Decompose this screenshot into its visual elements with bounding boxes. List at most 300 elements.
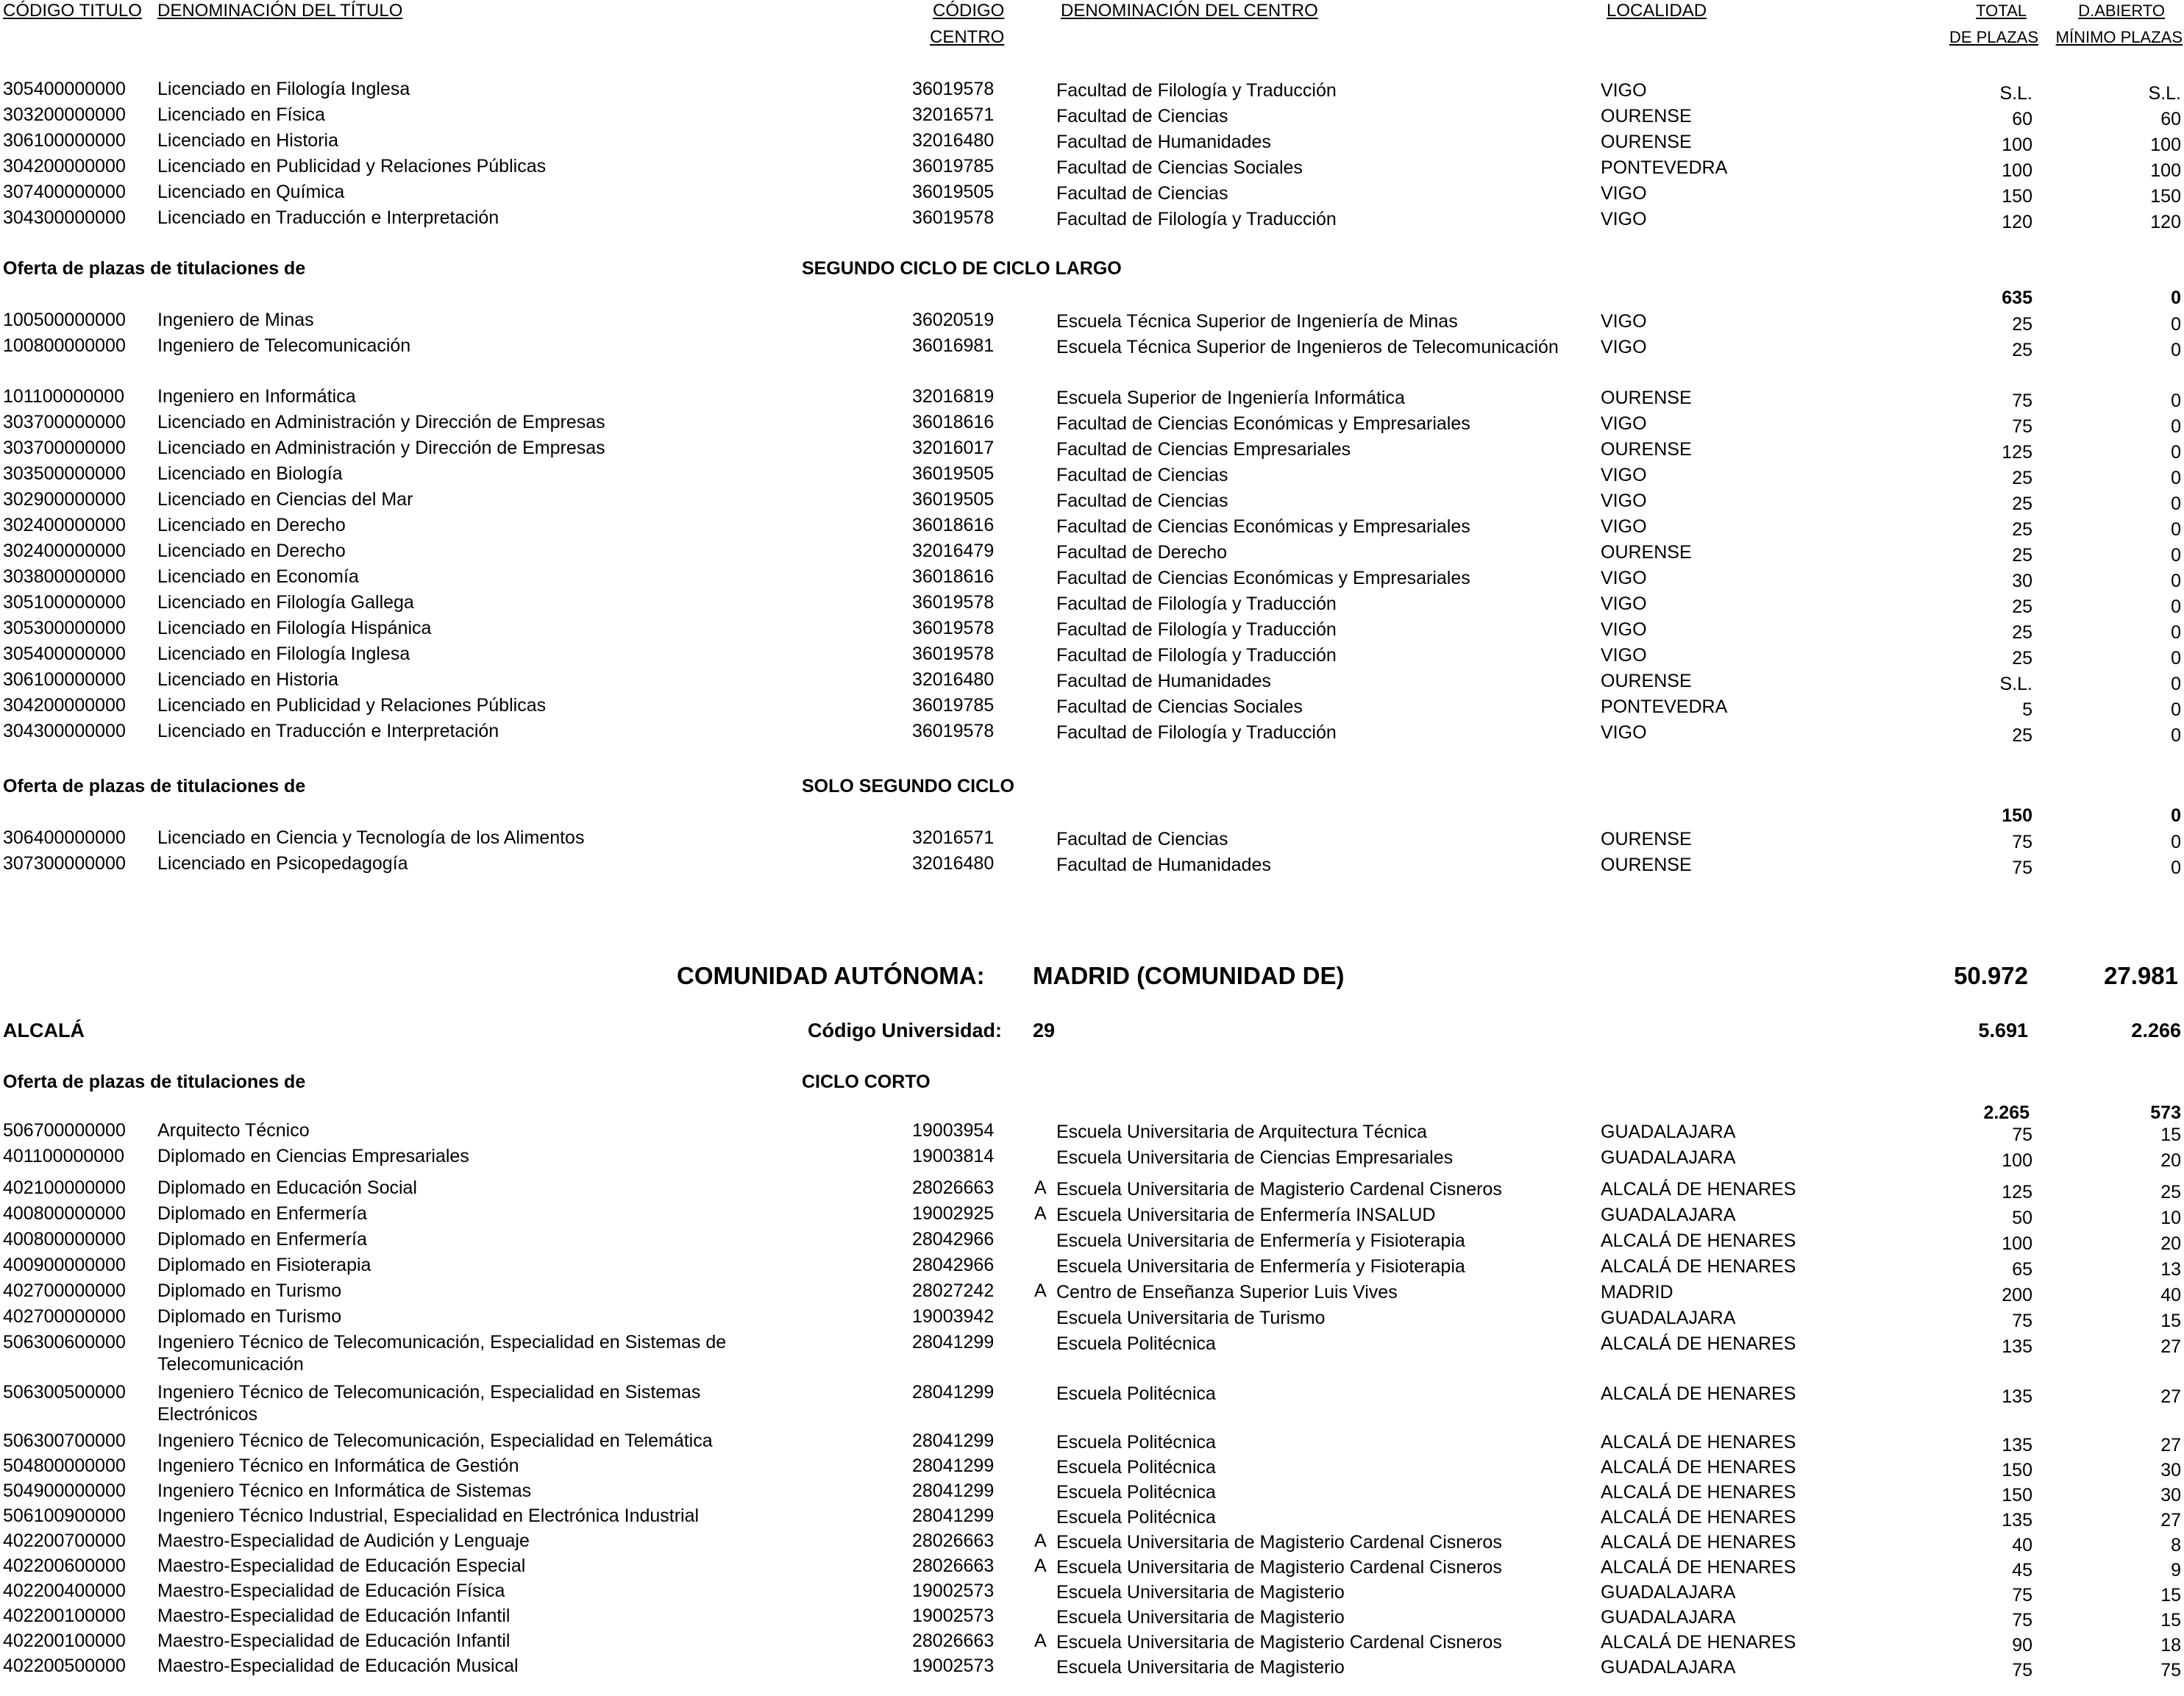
row-denominacion-centro: Facultad de Ciencias xyxy=(1056,829,1228,849)
row-denominacion-centro: Facultad de Ciencias xyxy=(1056,183,1228,204)
row-denominacion-titulo: Licenciado en Química xyxy=(157,182,345,202)
row-localidad: OURENSE xyxy=(1601,542,1692,563)
row-total-plazas: 30 xyxy=(2012,571,2032,591)
row-codigo-centro: 28026663 xyxy=(912,1531,995,1551)
table-row xyxy=(0,1305,2184,1330)
table-row xyxy=(0,1580,2184,1605)
row-total-plazas: 150 xyxy=(2002,1485,2032,1506)
table-row xyxy=(0,155,2184,180)
row-codigo-titulo: 306400000000 xyxy=(3,827,126,848)
row-codigo-centro: 28041299 xyxy=(912,1506,995,1526)
row-codigo-titulo: 305400000000 xyxy=(3,79,126,99)
row-localidad: OURENSE xyxy=(1601,106,1692,127)
row-total-plazas: 60 xyxy=(2012,109,2032,129)
header-codigo-centro: CÓDIGO xyxy=(933,1,1005,21)
row-total-plazas: 75 xyxy=(2012,1125,2032,1145)
row-localidad: OURENSE xyxy=(1601,439,1692,460)
row-denominacion-titulo: Licenciado en Publicidad y Relaciones Públicas xyxy=(157,156,547,177)
row-flag: A xyxy=(1034,1203,1047,1224)
row-localidad: ALCALÁ DE HENARES xyxy=(1601,1383,1796,1404)
row-codigo-centro: 36019578 xyxy=(912,592,995,613)
section-total-plazas: 150 xyxy=(2002,805,2032,826)
row-denominacion-titulo: Maestro-Especialidad de Educación Infantil xyxy=(157,1631,511,1651)
row-denominacion-titulo: Diplomado en Turismo xyxy=(157,1306,342,1327)
row-total-plazas: 25 xyxy=(2012,622,2032,643)
row-localidad: ALCALÁ DE HENARES xyxy=(1601,1432,1796,1453)
row-total-plazas: 5 xyxy=(2022,699,2032,720)
row-codigo-centro: 32016017 xyxy=(912,438,995,458)
row-flag: A xyxy=(1034,1280,1047,1301)
row-minimo-plazas: S.L. xyxy=(2148,83,2181,104)
row-codigo-titulo: 302900000000 xyxy=(3,489,126,510)
row-denominacion-titulo: Maestro-Especialidad de Educación Física xyxy=(157,1581,505,1601)
row-denominacion-titulo: Licenciado en Economía xyxy=(157,566,359,587)
row-localidad: ALCALÁ DE HENARES xyxy=(1601,1557,1796,1578)
row-codigo-centro: 36019505 xyxy=(912,463,995,484)
section-total-plazas: 2.265 xyxy=(1983,1102,2030,1123)
row-localidad: ALCALÁ DE HENARES xyxy=(1601,1230,1796,1251)
section-name: SEGUNDO CICLO DE CICLO LARGO xyxy=(802,258,1122,279)
header-minimo-plazas: MÍNIMO PLAZAS xyxy=(2055,28,2183,46)
row-codigo-titulo: 400900000000 xyxy=(3,1255,126,1275)
row-denominacion-titulo: Licenciado en Filología Inglesa xyxy=(157,79,410,99)
row-minimo-plazas: 0 xyxy=(2171,442,2181,463)
table-row xyxy=(0,1254,2184,1279)
row-codigo-titulo: 305300000000 xyxy=(3,618,126,638)
row-total-plazas: 40 xyxy=(2012,1535,2032,1556)
row-total-plazas: S.L. xyxy=(1999,674,2032,694)
table-row xyxy=(0,852,2184,877)
row-localidad: VIGO xyxy=(1601,465,1647,485)
row-codigo-centro: 36019785 xyxy=(912,156,995,177)
row-localidad: OURENSE xyxy=(1601,132,1692,152)
row-total-plazas: 100 xyxy=(2002,135,2032,155)
row-localidad: VIGO xyxy=(1601,491,1647,511)
row-minimo-plazas: 30 xyxy=(2160,1460,2181,1481)
row-codigo-centro: 32016480 xyxy=(912,853,995,874)
row-codigo-titulo: 504800000000 xyxy=(3,1456,126,1476)
row-denominacion-titulo: Ingeniero Técnico de Telecomunicación, Especialidad en Sistemas de Telecomunicación xyxy=(157,1332,727,1375)
row-codigo-centro: 28042966 xyxy=(912,1229,995,1250)
section-total-solo-segundo-ciclo xyxy=(0,805,2184,830)
table-row xyxy=(0,1630,2184,1655)
row-localidad: VIGO xyxy=(1601,594,1647,614)
row-localidad: ALCALÁ DE HENARES xyxy=(1601,1632,1796,1653)
row-denominacion-centro: Escuela Universitaria de Magisterio Cardenal Cisneros xyxy=(1056,1632,1502,1653)
row-minimo-plazas: 27 xyxy=(2160,1336,2181,1357)
row-codigo-centro: 36019578 xyxy=(912,618,995,638)
row-denominacion-titulo: Licenciado en Administración y Dirección de Empresas xyxy=(157,412,605,432)
row-denominacion-titulo: Ingeniero Técnico de Telecomunicación, Especialidad en Telemática xyxy=(157,1430,713,1451)
row-total-plazas: 25 xyxy=(2012,596,2032,617)
row-minimo-plazas: 120 xyxy=(2150,212,2181,232)
row-denominacion-titulo: Arquitecto Técnico xyxy=(157,1120,310,1141)
row-denominacion-centro: Facultad de Ciencias xyxy=(1056,465,1228,485)
row-codigo-centro: 36019578 xyxy=(912,644,995,664)
section-name: CICLO CORTO xyxy=(802,1072,931,1092)
row-total-plazas: 25 xyxy=(2012,494,2032,514)
row-total-plazas: 75 xyxy=(2012,1660,2032,1681)
row-localidad: OURENSE xyxy=(1601,671,1692,691)
row-codigo-centro: 28026663 xyxy=(912,1177,995,1198)
row-localidad: ALCALÁ DE HENARES xyxy=(1601,1457,1796,1478)
table-row xyxy=(0,1145,2184,1170)
table-row xyxy=(0,566,2184,591)
row-minimo-plazas: 0 xyxy=(2171,519,2181,540)
row-codigo-centro: 28042966 xyxy=(912,1255,995,1275)
table-row xyxy=(0,1655,2184,1680)
row-minimo-plazas: 27 xyxy=(2160,1435,2181,1456)
row-codigo-titulo: 402200400000 xyxy=(3,1581,126,1601)
table-row xyxy=(0,591,2184,616)
row-minimo-plazas: 25 xyxy=(2160,1182,2181,1202)
row-codigo-centro: 19002573 xyxy=(912,1606,995,1626)
row-denominacion-centro: Facultad de Ciencias Sociales xyxy=(1056,696,1303,717)
row-codigo-titulo: 305100000000 xyxy=(3,592,126,613)
row-codigo-titulo: 100500000000 xyxy=(3,310,126,330)
row-codigo-centro: 36020519 xyxy=(912,310,995,330)
table-row xyxy=(0,1202,2184,1228)
row-codigo-titulo: 402200100000 xyxy=(3,1606,126,1626)
row-denominacion-centro: Escuela Universitaria de Magisterio xyxy=(1056,1607,1345,1628)
row-minimo-plazas: 150 xyxy=(2150,186,2181,207)
row-denominacion-centro: Escuela Universitaria de Turismo xyxy=(1056,1308,1326,1328)
row-denominacion-titulo: Licenciado en Administración y Dirección de Empresas xyxy=(157,438,605,458)
row-codigo-titulo: 402200600000 xyxy=(3,1556,126,1576)
row-codigo-titulo: 303500000000 xyxy=(3,463,126,484)
row-localidad: MADRID xyxy=(1601,1282,1673,1303)
row-minimo-plazas: 0 xyxy=(2171,832,2181,852)
row-denominacion-centro: Escuela Universitaria de Magisterio Cardenal Cisneros xyxy=(1056,1557,1502,1578)
row-total-plazas: 75 xyxy=(2012,416,2032,437)
table-row xyxy=(0,540,2184,565)
row-minimo-plazas: 0 xyxy=(2171,858,2181,878)
table-row xyxy=(0,643,2184,668)
row-localidad: ALCALÁ DE HENARES xyxy=(1601,1532,1796,1553)
header-abierto: D.ABIERTO xyxy=(2078,1,2165,20)
universidad-code-label: Código Universidad: xyxy=(808,1019,1003,1041)
row-codigo-titulo: 506700000000 xyxy=(3,1120,126,1141)
header-codigo-titulo: CÓDIGO TITULO xyxy=(3,1,142,21)
row-minimo-plazas: 18 xyxy=(2160,1635,2181,1656)
row-flag: A xyxy=(1034,1177,1047,1198)
row-codigo-centro: 36019578 xyxy=(912,207,995,228)
row-codigo-centro: 32016479 xyxy=(912,541,995,561)
header-localidad: LOCALIDAD xyxy=(1607,1,1707,21)
row-flag: A xyxy=(1034,1531,1047,1551)
row-minimo-plazas: 100 xyxy=(2150,135,2181,155)
section-label: Oferta de plazas de titulaciones de xyxy=(3,258,306,279)
row-codigo-titulo: 304300000000 xyxy=(3,721,126,741)
row-denominacion-centro: Escuela Politécnica xyxy=(1056,1383,1216,1404)
row-codigo-titulo: 506100900000 xyxy=(3,1506,126,1526)
header-denominacion-titulo: DENOMINACIÓN DEL TÍTULO xyxy=(157,1,403,21)
row-minimo-plazas: 0 xyxy=(2171,314,2181,335)
row-codigo-centro: 28026663 xyxy=(912,1631,995,1651)
row-localidad: PONTEVEDRA xyxy=(1601,157,1728,178)
row-minimo-plazas: 15 xyxy=(2160,1610,2181,1631)
row-minimo-plazas: 60 xyxy=(2160,109,2181,129)
row-codigo-titulo: 304200000000 xyxy=(3,156,126,177)
universidad-code: 29 xyxy=(1033,1019,1056,1041)
row-codigo-centro: 19002573 xyxy=(912,1656,995,1676)
universidad-header xyxy=(0,1019,2184,1044)
row-denominacion-centro: Escuela Politécnica xyxy=(1056,1457,1216,1478)
row-minimo-plazas: 0 xyxy=(2171,674,2181,694)
row-denominacion-titulo: Licenciado en Derecho xyxy=(157,541,346,561)
row-denominacion-centro: Escuela Universitaria de Enfermería y Fisioterapia xyxy=(1056,1256,1465,1277)
row-minimo-plazas: 0 xyxy=(2171,545,2181,566)
comunidad-minimo: 27.981 xyxy=(2104,962,2178,989)
row-denominacion-centro: Facultad de Ciencias Económicas y Empresariales xyxy=(1056,516,1470,537)
row-localidad: GUADALAJARA xyxy=(1601,1147,1736,1168)
row-localidad: GUADALAJARA xyxy=(1601,1607,1736,1628)
row-denominacion-titulo: Licenciado en Historia xyxy=(157,130,338,151)
table-row xyxy=(0,78,2184,103)
row-codigo-titulo: 303700000000 xyxy=(3,412,126,432)
header-total: TOTAL xyxy=(1976,1,2027,20)
section-total-minimo: 573 xyxy=(2150,1102,2181,1123)
row-total-plazas: 100 xyxy=(2002,1150,2032,1171)
section-total-plazas: 635 xyxy=(2002,288,2032,308)
row-minimo-plazas: 0 xyxy=(2171,468,2181,488)
row-denominacion-centro: Escuela Universitaria de Magisterio xyxy=(1056,1582,1345,1603)
row-localidad: GUADALAJARA xyxy=(1601,1205,1736,1225)
row-localidad: VIGO xyxy=(1601,311,1647,332)
row-codigo-centro: 32016819 xyxy=(912,386,995,407)
table-row xyxy=(0,437,2184,462)
table-row xyxy=(0,1605,2184,1630)
row-minimo-plazas: 0 xyxy=(2171,571,2181,591)
row-denominacion-centro: Facultad de Ciencias xyxy=(1056,106,1228,127)
table-row xyxy=(0,1280,2184,1305)
row-denominacion-centro: Escuela Universitaria de Enfermería y Fisioterapia xyxy=(1056,1230,1465,1251)
row-minimo-plazas: 0 xyxy=(2171,391,2181,411)
row-flag: A xyxy=(1034,1631,1047,1651)
row-localidad: VIGO xyxy=(1601,619,1647,640)
row-denominacion-centro: Facultad de Humanidades xyxy=(1056,132,1271,152)
row-codigo-centro: 28041299 xyxy=(912,1332,995,1353)
row-codigo-titulo: 306100000000 xyxy=(3,130,126,151)
row-denominacion-centro: Escuela Superior de Ingeniería Informática xyxy=(1056,388,1405,408)
row-total-plazas: 125 xyxy=(2002,1182,2032,1202)
row-localidad: PONTEVEDRA xyxy=(1601,696,1728,717)
row-denominacion-titulo: Ingeniero de Telecomunicación xyxy=(157,335,411,356)
row-minimo-plazas: 9 xyxy=(2171,1560,2181,1581)
row-minimo-plazas: 0 xyxy=(2171,622,2181,643)
table-row xyxy=(0,129,2184,154)
comunidad-label: COMUNIDAD AUTÓNOMA: xyxy=(677,962,985,989)
row-localidad: GUADALAJARA xyxy=(1601,1657,1736,1678)
table-row xyxy=(0,720,2184,745)
row-minimo-plazas: 30 xyxy=(2160,1485,2181,1506)
row-localidad: GUADALAJARA xyxy=(1601,1122,1736,1142)
row-codigo-titulo: 402100000000 xyxy=(3,1177,126,1198)
row-localidad: VIGO xyxy=(1601,516,1647,537)
row-minimo-plazas: 15 xyxy=(2160,1125,2181,1145)
row-codigo-centro: 19003954 xyxy=(912,1120,995,1141)
table-row xyxy=(0,1430,2184,1455)
row-total-plazas: S.L. xyxy=(1999,83,2032,104)
row-total-plazas: 25 xyxy=(2012,314,2032,335)
row-localidad: OURENSE xyxy=(1601,388,1692,408)
row-total-plazas: 90 xyxy=(2012,1635,2032,1656)
row-total-plazas: 150 xyxy=(2002,1460,2032,1481)
table-row xyxy=(0,104,2184,129)
row-denominacion-titulo: Diplomado en Turismo xyxy=(157,1280,342,1301)
row-minimo-plazas: 13 xyxy=(2160,1259,2181,1280)
row-denominacion-centro: Escuela Universitaria de Arquitectura Técnica xyxy=(1056,1122,1427,1142)
row-denominacion-titulo: Ingeniero de Minas xyxy=(157,310,314,330)
section-total-segundo-ciclo-largo xyxy=(0,287,2184,312)
row-denominacion-titulo: Ingeniero Técnico en Informática de Gestión xyxy=(157,1456,519,1476)
row-codigo-titulo: 302400000000 xyxy=(3,515,126,535)
row-total-plazas: 25 xyxy=(2012,340,2032,360)
row-minimo-plazas: 100 xyxy=(2150,160,2181,181)
row-denominacion-centro: Facultad de Filología y Traducción xyxy=(1056,722,1337,743)
row-codigo-centro: 28041299 xyxy=(912,1456,995,1476)
row-codigo-centro: 36019505 xyxy=(912,182,995,202)
row-localidad: VIGO xyxy=(1601,645,1647,666)
row-codigo-titulo: 402700000000 xyxy=(3,1280,126,1301)
row-denominacion-titulo: Ingeniero en Informática xyxy=(157,386,356,407)
row-denominacion-titulo: Diplomado en Enfermería xyxy=(157,1229,367,1250)
section-header-solo-segundo-ciclo xyxy=(0,775,2184,800)
row-total-plazas: 200 xyxy=(2002,1285,2032,1305)
row-total-plazas: 25 xyxy=(2012,468,2032,488)
row-minimo-plazas: 0 xyxy=(2171,699,2181,720)
row-codigo-centro: 36019578 xyxy=(912,79,995,99)
universidad-name: ALCALÁ xyxy=(3,1019,85,1041)
row-total-plazas: 75 xyxy=(2012,858,2032,878)
row-denominacion-titulo: Ingeniero Técnico de Telecomunicación, Especialidad en Sistemas Electrónicos xyxy=(157,1382,701,1425)
row-codigo-titulo: 402200700000 xyxy=(3,1531,126,1551)
table-row xyxy=(0,385,2184,410)
row-localidad: OURENSE xyxy=(1601,829,1692,849)
row-minimo-plazas: 10 xyxy=(2160,1208,2181,1228)
universidad-minimo: 2.266 xyxy=(2131,1019,2181,1041)
row-denominacion-centro: Facultad de Filología y Traducción xyxy=(1056,645,1337,666)
row-denominacion-centro: Facultad de Filología y Traducción xyxy=(1056,619,1337,640)
row-codigo-centro: 32016571 xyxy=(912,827,995,848)
header-centro: CENTRO xyxy=(930,27,1005,47)
row-codigo-titulo: 307400000000 xyxy=(3,182,126,202)
table-row xyxy=(0,694,2184,719)
row-codigo-centro: 28041299 xyxy=(912,1430,995,1451)
section-total-minimo: 0 xyxy=(2171,288,2181,308)
column-header-line2 xyxy=(0,26,2184,51)
row-codigo-titulo: 402200100000 xyxy=(3,1631,126,1651)
row-denominacion-titulo: Diplomado en Enfermería xyxy=(157,1203,367,1224)
row-localidad: VIGO xyxy=(1601,209,1647,229)
row-total-plazas: 50 xyxy=(2012,1208,2032,1228)
table-row xyxy=(0,514,2184,539)
row-codigo-titulo: 402200500000 xyxy=(3,1656,126,1676)
row-minimo-plazas: 0 xyxy=(2171,494,2181,514)
row-denominacion-titulo: Maestro-Especialidad de Educación Especial xyxy=(157,1556,526,1576)
row-total-plazas: 125 xyxy=(2002,442,2032,463)
row-codigo-centro: 19003814 xyxy=(912,1146,995,1166)
row-denominacion-centro: Escuela Politécnica xyxy=(1056,1432,1216,1453)
row-codigo-centro: 19002925 xyxy=(912,1203,995,1224)
row-total-plazas: 75 xyxy=(2012,832,2032,852)
row-localidad: ALCALÁ DE HENARES xyxy=(1601,1256,1796,1277)
section-name: SOLO SEGUNDO CICLO xyxy=(802,776,1014,797)
row-codigo-titulo: 402700000000 xyxy=(3,1306,126,1327)
table-row xyxy=(0,1505,2184,1530)
row-denominacion-centro: Escuela Universitaria de Magisterio Cardenal Cisneros xyxy=(1056,1532,1502,1553)
row-codigo-centro: 19002573 xyxy=(912,1581,995,1601)
row-minimo-plazas: 0 xyxy=(2171,648,2181,669)
row-denominacion-titulo: Maestro-Especialidad de Educación Infantil xyxy=(157,1606,511,1626)
row-denominacion-centro: Facultad de Humanidades xyxy=(1056,671,1271,691)
row-denominacion-centro: Escuela Universitaria de Magisterio xyxy=(1056,1657,1345,1678)
row-denominacion-centro: Facultad de Humanidades xyxy=(1056,855,1271,875)
row-codigo-titulo: 305400000000 xyxy=(3,644,126,664)
column-header xyxy=(0,0,2184,25)
row-codigo-titulo: 504900000000 xyxy=(3,1481,126,1501)
row-codigo-titulo: 303800000000 xyxy=(3,566,126,587)
section-header-segundo-ciclo-largo xyxy=(0,257,2184,282)
row-denominacion-centro: Facultad de Filología y Traducción xyxy=(1056,209,1337,229)
table-row xyxy=(0,181,2184,206)
row-localidad: VIGO xyxy=(1601,568,1647,588)
row-total-plazas: 25 xyxy=(2012,725,2032,746)
row-localidad: VIGO xyxy=(1601,80,1647,101)
row-codigo-titulo: 302400000000 xyxy=(3,541,126,561)
row-denominacion-centro: Escuela Técnica Superior de Ingenieros de Telecomunicación xyxy=(1056,337,1559,357)
row-denominacion-centro: Escuela Universitaria de Magisterio Cardenal Cisneros xyxy=(1056,1179,1502,1200)
row-codigo-titulo: 303700000000 xyxy=(3,438,126,458)
row-minimo-plazas: 27 xyxy=(2160,1510,2181,1531)
row-codigo-centro: 32016480 xyxy=(912,130,995,151)
row-minimo-plazas: 75 xyxy=(2160,1660,2181,1681)
row-denominacion-centro: Centro de Enseñanza Superior Luis Vives xyxy=(1056,1282,1398,1303)
row-denominacion-centro: Escuela Politécnica xyxy=(1056,1482,1216,1503)
row-codigo-centro: 32016480 xyxy=(912,669,995,690)
row-total-plazas: 100 xyxy=(2002,160,2032,181)
row-denominacion-titulo: Licenciado en Ciencia y Tecnología de los Alimentos xyxy=(157,827,585,848)
row-codigo-titulo: 307300000000 xyxy=(3,853,126,874)
row-total-plazas: 25 xyxy=(2012,519,2032,540)
row-codigo-titulo: 306100000000 xyxy=(3,669,126,690)
row-total-plazas: 25 xyxy=(2012,648,2032,669)
row-minimo-plazas: 0 xyxy=(2171,725,2181,746)
row-flag: A xyxy=(1034,1556,1047,1576)
table-row xyxy=(0,1228,2184,1253)
table-row xyxy=(0,1177,2184,1202)
table-row xyxy=(0,617,2184,642)
row-minimo-plazas: 8 xyxy=(2171,1535,2181,1556)
row-codigo-centro: 28026663 xyxy=(912,1556,995,1576)
row-denominacion-titulo: Licenciado en Biología xyxy=(157,463,343,484)
row-total-plazas: 75 xyxy=(2012,1311,2032,1331)
row-codigo-titulo: 100800000000 xyxy=(3,335,126,356)
row-denominacion-centro: Facultad de Ciencias Empresariales xyxy=(1056,439,1351,460)
row-total-plazas: 75 xyxy=(2012,1585,2032,1606)
row-codigo-titulo: 506300700000 xyxy=(3,1430,126,1451)
row-denominacion-titulo: Diplomado en Educación Social xyxy=(157,1177,417,1198)
row-total-plazas: 75 xyxy=(2012,391,2032,411)
row-denominacion-centro: Escuela Politécnica xyxy=(1056,1333,1216,1354)
row-codigo-centro: 36019785 xyxy=(912,695,995,716)
comunidad-total: 50.972 xyxy=(1954,962,2028,989)
row-codigo-titulo: 401100000000 xyxy=(3,1146,124,1166)
row-denominacion-centro: Facultad de Ciencias Sociales xyxy=(1056,157,1303,178)
row-localidad: ALCALÁ DE HENARES xyxy=(1601,1507,1796,1528)
row-denominacion-centro: Escuela Universitaria de Enfermería INSALUD xyxy=(1056,1205,1436,1225)
row-denominacion-centro: Facultad de Filología y Traducción xyxy=(1056,594,1337,614)
